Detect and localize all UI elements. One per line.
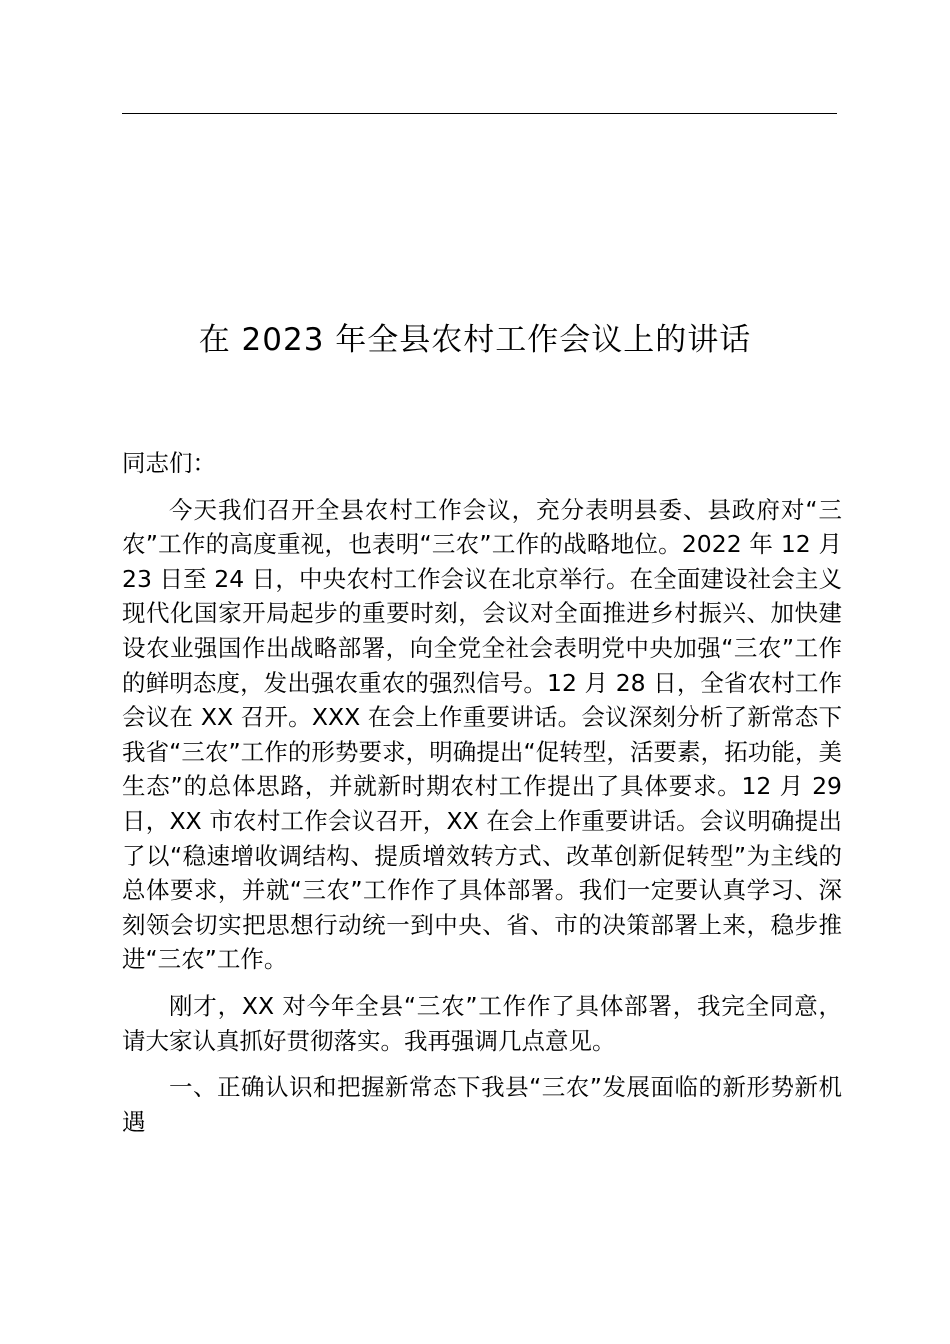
header-rule [122,113,837,114]
document-title: 在 2023 年全县农村工作会议上的讲话 [198,322,752,358]
salutation: 同志们： [122,449,216,477]
section-heading-1: 一、正确认识和把握新常态下我县“三农”发展面临的新形势新机遇 [122,1073,842,1136]
paragraph-1: 今天我们召开全县农村工作会议，充分表明县委、县政府对“三农”工作的高度重视，也表明“三农”工作的战略地位。2022 年 12 月 23 日至 24 日，中央农村工作会议在北京举行。在全面建设社会主义现代化国家开局起步的重要时刻，会议对全面推进乡村振兴、加快建设农业强国作出战略部署，向全党全社会表明党中央加强“三农”工作的鲜明态度，发出强农重农的强烈信号。12 月 28 日，全省农村工作会议在 XX 召开。XXX 在会上作重要讲话。会议深刻分析了新常态下我省“三农”工作的形势要求，明确提出“促转型，活要素，拓功能，美生态”的总体思路，并就新时期农村工作提出了具体要求。12 月 29 日，XX 市农村工作会议召开，XX 在会上作重要讲话。会议明确提出了以“稳速增收调结构、提质增效转方式、改革创新促转型”为主线的总体要求，并就“三农”工作作了具体部署。我们一定要认真学习、深刻领会切实把思想行动统一到中央、省、市的决策部署上来，稳步推进“三农”工作。 [122,495,842,974]
document-body [122,446,842,1139]
paragraph-2: 刚才，XX 对今年全县“三农”工作作了具体部署，我完全同意，请大家认真抓好贯彻落实。我再强调几点意见。 [122,991,842,1055]
